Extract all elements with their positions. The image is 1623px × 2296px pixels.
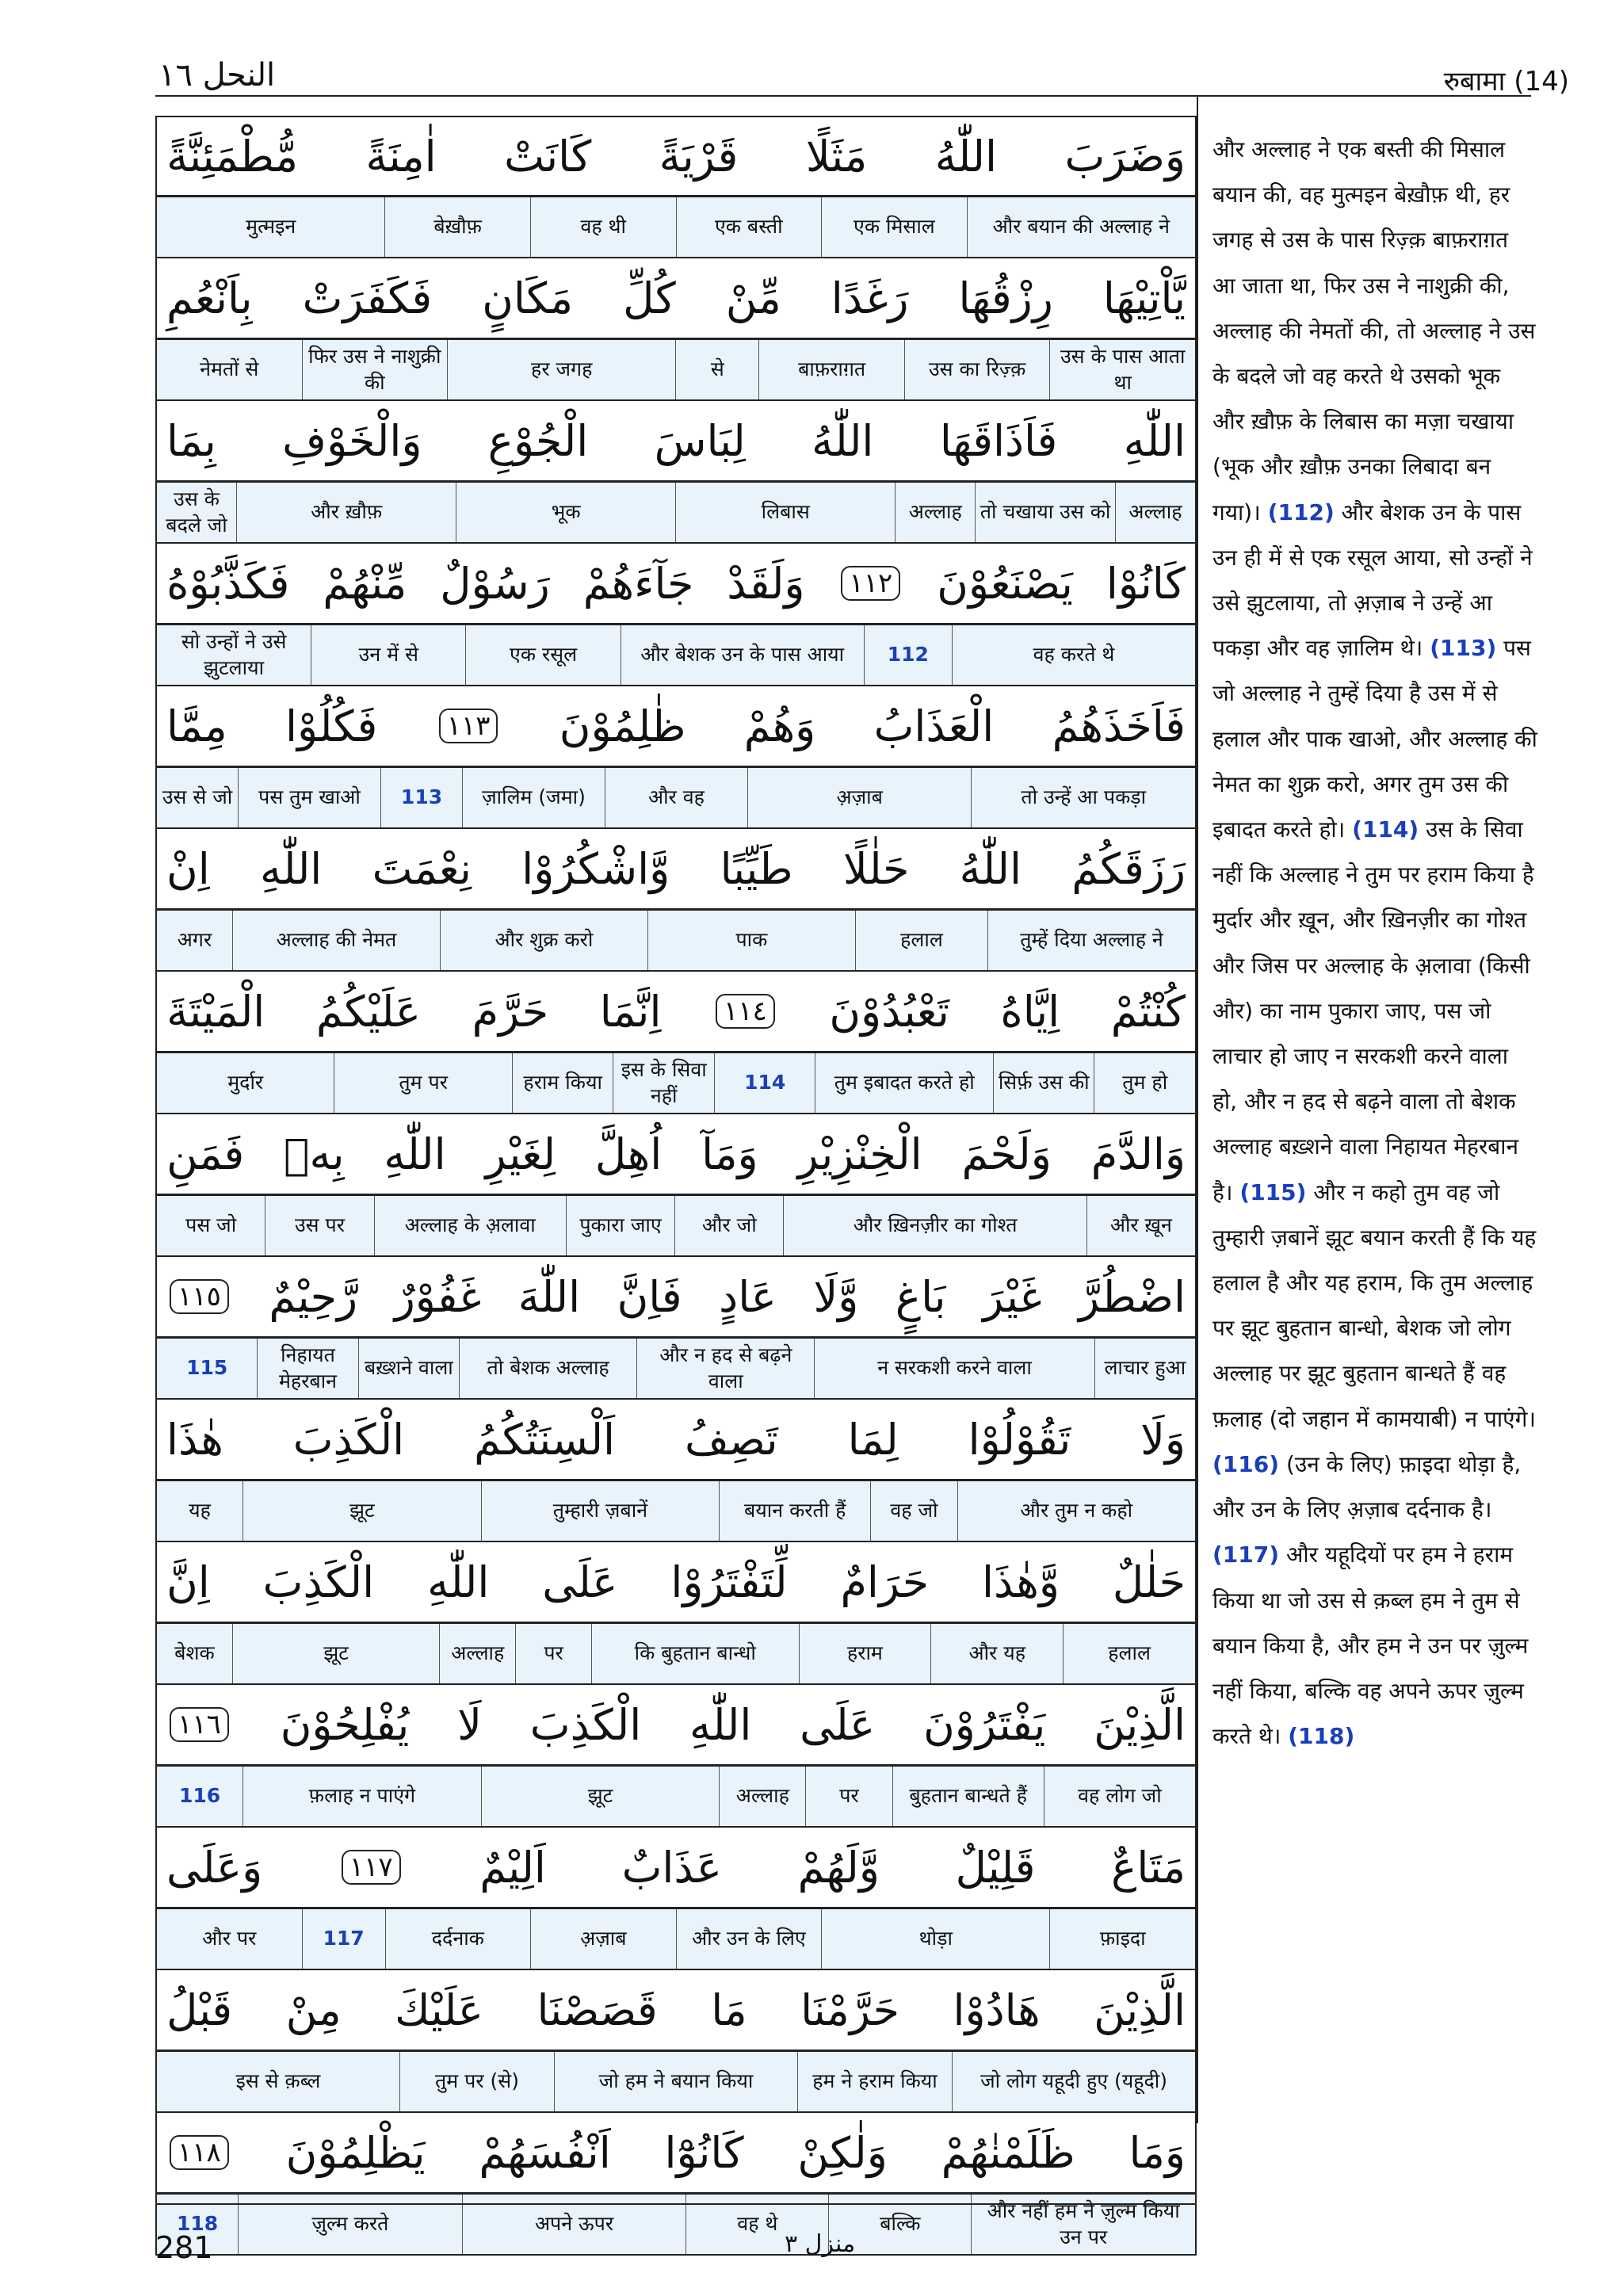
word-meaning-cell: वह लोग जो [1044, 1767, 1195, 1826]
word-meaning-cell: हर जगह [447, 340, 675, 399]
ayah-number-mark: ١١٢ [841, 566, 900, 601]
arabic-word: وَلٰكِنْ [797, 2127, 888, 2178]
word-meaning-cell: तो चखाया उस को [975, 483, 1115, 542]
arabic-word: اَلِيْمٌ [479, 1842, 546, 1893]
arabic-word: قَلِيْلٌ [955, 1842, 1036, 1893]
arabic-word: عَادٍ [719, 1271, 777, 1322]
arabic-word: يَصْنَعُوْنَ [937, 558, 1073, 609]
arabic-word: اِنَّ [166, 1557, 210, 1607]
arabic-word: اللّٰهُ [812, 415, 874, 466]
translation-column [1212, 127, 1537, 1759]
arabic-word: اللّٰهَ [517, 1271, 581, 1322]
word-meaning-cell: उन में से [311, 625, 465, 685]
arabic-word: اِنَّمَا [599, 986, 662, 1037]
word-meaning-row [155, 1766, 1197, 1828]
translation-text: (उन के लिए) फ़ाइदा थोड़ा है, और उन के लिए अ़ज़ाब दर्दनाक है। [1212, 1450, 1522, 1523]
arabic-word: ظَلَمْنٰهُمْ [941, 2127, 1075, 2178]
arabic-word: حَرَّمْنَا [800, 1985, 899, 2035]
arabic-word: غَفُوْرٌ [394, 1271, 482, 1322]
arabic-word: عَلَيْكَ [395, 1985, 484, 2035]
arabic-word: جَآءَهُمْ [582, 558, 694, 609]
arabic-word: كَانُوْٓا [664, 2127, 744, 2178]
arabic-word: الْكَذِبَ [292, 1414, 405, 1465]
word-meaning-cell: ज़ालिम (जमा) [462, 768, 605, 827]
word-meaning-row [155, 482, 1197, 544]
word-meaning-row [155, 339, 1197, 401]
arabic-word: اللّٰهُ [959, 843, 1022, 894]
translation-text: और अल्लाह ने एक बस्ती की मिसाल बयान की, वह मुत्मइन बेख़ौफ़ थी, हर जगह से उस के पास रिज़्क़ बाफ़राग़त आ जाता था, फिर उस ने नाशुक्री की, अल्लाह की नेमतों की, तो अल्लाह ने उस के बदले जो वह करते थे उसको भूक और ख़ौफ़ के लिबास का मज़ा चखाया (भूक और ख़ौफ़ उनका लिबादा बन गया)। [1212, 136, 1536, 525]
word-meaning-cell: और ख़ौफ़ [236, 483, 456, 542]
arabic-word: اَلْسِنَتُكُمُ [474, 1414, 616, 1465]
word-meaning-cell: तुम इबादत करते हो [815, 1053, 992, 1113]
translation-verse-number: (117) [1212, 1541, 1280, 1568]
translation-text: और न कहो तुम वह जो तुम्हारी ज़बानें झूट बयान करती हैं कि यह हलाल है और यह हराम, कि तुम अल्लाह पर झूट बुहतान बान्धो, बेशक जो लोग अल्लाह पर झूट बुहतान बान्धते हैं वह फ़लाह (दो जहान में कामयाबी) न पाएंगे। [1212, 1179, 1537, 1432]
word-meaning-cell: उस का रिज़्क़ [904, 340, 1050, 399]
arabic-word: اللّٰهِ [260, 843, 323, 894]
word-meaning-cell: ज़ुल्म करते [238, 2195, 462, 2254]
arabic-word: يَّاْتِيْهَا [1102, 273, 1186, 323]
word-meaning-cell: अल्लाह की नेमत [232, 911, 440, 970]
word-meaning-cell: वह जो [870, 1481, 957, 1541]
word-meaning-row [155, 2051, 1197, 2113]
word-meaning-cell: तो उन्हें आ पकड़ा [971, 768, 1195, 827]
arabic-word: بِاَنْعُمِ [166, 273, 253, 323]
arabic-word: بِمَا [166, 415, 216, 466]
word-meaning-cell: और बेशक उन के पास आया [621, 625, 864, 685]
word-meaning-cell: इस से क़ब्ल [235, 2069, 321, 2093]
word-meaning-cell: सो उन्हों ने उसे झुटलाया [181, 630, 287, 679]
word-meaning-row [155, 197, 1197, 258]
arabic-word: قَصَصْنَا [537, 1985, 658, 2035]
word-meaning-cell: और उन के लिए [676, 1909, 822, 1969]
arabic-word: لِّتَفْتَرُوْا [670, 1557, 788, 1607]
word-meaning-cell: पर [515, 1624, 591, 1683]
translation-verse-number: (115) [1239, 1179, 1307, 1205]
word-meaning-cell: जो हम ने बयान किया [554, 2052, 797, 2111]
arabic-line [155, 1970, 1197, 2051]
word-meaning-cell: और वह [605, 768, 747, 827]
translation-verse-number: (113) [1430, 635, 1497, 662]
word-meaning-cell: हम ने हराम किया [797, 2052, 952, 2111]
arabic-word: وَالْخَوْفِ [282, 415, 422, 466]
word-meaning-cell: हराम [799, 1624, 931, 1683]
word-meaning-cell: तुम पर [334, 1053, 511, 1113]
ayah-number-cell: 114 [714, 1053, 815, 1113]
word-meaning-cell: अ़ज़ाब [530, 1909, 676, 1969]
arabic-word: لِغَيْرِ [485, 1129, 556, 1179]
word-meaning-cell: और ख़िनज़ीर का गोश्त [783, 1196, 1086, 1255]
arabic-word: فَكُلُوْا [285, 701, 378, 751]
arabic-word: كَانَتْ [504, 131, 592, 181]
arabic-word: يَظْلِمُوْنَ [285, 2127, 426, 2178]
word-meaning-cell: वह थे [685, 2195, 828, 2254]
word-meaning-cell: पर [805, 1767, 892, 1826]
arabic-line [155, 116, 1197, 197]
arabic-word: وَّلَا [813, 1271, 859, 1322]
arabic-word: حَلٰلٌ [1112, 1557, 1186, 1607]
arabic-line [155, 1828, 1197, 1908]
arabic-word: حَلٰلًا [842, 843, 910, 894]
ayah-number-cell: 112 [864, 625, 952, 685]
footer-divider [155, 2203, 1197, 2205]
arabic-word: هٰذَا [166, 1414, 223, 1465]
arabic-word: مِمَّا [166, 701, 227, 751]
arabic-word: طَيِّبًا [720, 843, 793, 894]
arabic-word: فَكَذَّبُوْهُ [166, 558, 290, 609]
arabic-word: نِعْمَتَ [372, 843, 472, 894]
ayah-number-mark: ١١٨ [170, 2135, 229, 2170]
arabic-word: رَغَدًا [831, 273, 909, 323]
word-meaning-cell: जो लोग यहूदी हुए (यहूदी) [952, 2052, 1195, 2111]
arabic-word: اِيَّاهُ [1000, 986, 1060, 1037]
ayah-number-cell: 116 [179, 1784, 221, 1808]
word-meaning-row [155, 1052, 1197, 1114]
arabic-word: لَا [457, 1699, 482, 1750]
arabic-word: وَهُمْ [743, 701, 816, 751]
arabic-word: وَلَحْمَ [961, 1129, 1052, 1179]
translation-verse-number: (112) [1267, 499, 1335, 525]
word-meaning-cell: भूक [456, 483, 675, 542]
word-meaning-cell: तुम्हें दिया अल्लाह ने [987, 911, 1195, 970]
arabic-line [155, 1114, 1197, 1195]
arabic-word: الَّذِيْنَ [1094, 1985, 1186, 2035]
word-meaning-cell: अगर [177, 928, 212, 952]
word-meaning-cell: थोड़ा [821, 1909, 1049, 1969]
word-meaning-cell: बल्कि [828, 2195, 971, 2254]
word-meaning-cell: एक बस्ती [676, 197, 822, 257]
arabic-line [155, 686, 1197, 767]
ayah-number-cell: 117 [302, 1909, 385, 1969]
translation-verse-number: (114) [1352, 816, 1419, 843]
word-meaning-row [155, 625, 1197, 686]
arabic-word: فَاَذَاقَهَا [939, 415, 1058, 466]
arabic-word: كُنْتُمْ [1110, 986, 1186, 1037]
word-meaning-cell: पस जो [185, 1213, 237, 1237]
arabic-word: اللّٰهِ [1123, 415, 1186, 466]
ayah-number-mark: ١١٦ [170, 1707, 229, 1742]
translation-text: और यहूदियों पर हम ने हराम किया था जो उस से क़ब्ल हम ने तुम से बयान किया है, और हम ने उन पर ज़ुल्म नहीं किया, बल्कि वह अपने ऊपर ज़ुल्म करते थे। [1212, 1541, 1529, 1750]
word-meaning-cell: फ़ाइदा [1049, 1909, 1195, 1969]
word-meaning-cell: अपने ऊपर [462, 2195, 686, 2254]
word-meaning-cell: बुहतान बान्धते हैं [892, 1767, 1044, 1826]
arabic-word: الَّذِيْنَ [1094, 1699, 1186, 1750]
word-meaning-cell: मुर्दार [227, 1071, 264, 1095]
arabic-word: رَزَقَكُمُ [1071, 843, 1186, 894]
word-meaning-cell: अल्लाह [1115, 483, 1195, 542]
arabic-line [155, 1685, 1197, 1766]
arabic-word: الْعَذَابُ [873, 701, 995, 751]
arabic-word: الْكَذِبَ [529, 1699, 642, 1750]
word-meaning-row [155, 1480, 1197, 1542]
word-meaning-cell: अल्लाह के अ़लावा [374, 1196, 566, 1255]
word-meaning-cell: पाक [647, 911, 855, 970]
arabic-word: فَاَخَذَهُمُ [1052, 701, 1186, 751]
word-meaning-cell: उस पर [265, 1196, 373, 1255]
arabic-line [155, 401, 1197, 482]
word-meaning-cell: न सरकशी करने वाला [814, 1339, 1094, 1398]
arabic-word: هَادُوْا [953, 1985, 1041, 2035]
arabic-word: مَثَلًا [805, 131, 868, 181]
arabic-word: وَّاشْكُرُوْا [521, 843, 670, 894]
word-meaning-cell: अल्लाह [895, 483, 975, 542]
word-meaning-cell: और तुम न कहो [957, 1481, 1195, 1541]
arabic-word: ظٰلِمُوْنَ [559, 701, 686, 751]
arabic-word: اللّٰهِ [384, 1129, 446, 1179]
word-meaning-cell: और ख़ून [1086, 1196, 1195, 1255]
word-meaning-cell: बख़्शने वाला [358, 1339, 459, 1398]
arabic-word: وَمَا [1128, 2127, 1186, 2178]
word-meaning-cell: अल्लाह [719, 1767, 805, 1826]
arabic-word: اَنْفُسَهُمْ [479, 2127, 611, 2178]
arabic-word: عَذَابٌ [621, 1842, 722, 1893]
word-meaning-cell: तुम हो [1094, 1053, 1195, 1113]
word-meaning-cell: तो बेशक अल्लाह [459, 1339, 636, 1398]
translation-verse-number: (116) [1212, 1450, 1280, 1477]
word-meaning-cell: नेमतों से [200, 357, 259, 381]
arabic-word: لِبَاسَ [654, 415, 746, 466]
column-divider [1197, 95, 1198, 2123]
arabic-word: الْجُوْعِ [487, 415, 589, 466]
arabic-word: مِنْ [285, 1985, 342, 2035]
word-meaning-cell: झूट [232, 1624, 440, 1683]
ayah-number-cell: 115 [186, 1356, 228, 1380]
word-meaning-cell: दर्दनाक [385, 1909, 531, 1969]
word-meaning-row [155, 1623, 1197, 1685]
arabic-word: الْمَيْتَةَ [166, 986, 265, 1037]
arabic-word: فَمَنِ [166, 1129, 245, 1179]
arabic-word: وَّلَهُمْ [797, 1842, 880, 1893]
word-meaning-cell: उस से जो [162, 785, 233, 809]
arabic-word: مَكَانٍ [482, 273, 574, 323]
arabic-word: اِنْ [166, 843, 210, 894]
word-meaning-cell: और नहीं हम ने ज़ुल्म किया उन पर [971, 2195, 1195, 2254]
word-meaning-cell: उस के पास आता था [1049, 340, 1195, 399]
arabic-word: اللّٰهِ [689, 1699, 752, 1750]
ayah-number-mark: ١١٤ [716, 994, 775, 1029]
arabic-line [155, 2113, 1197, 2194]
word-meaning-cell: लिबास [675, 483, 895, 542]
word-meaning-cell: और बयान की अल्लाह ने [967, 197, 1195, 257]
arabic-line [155, 544, 1197, 625]
word-meaning-cell: वह करते थे [952, 625, 1195, 685]
word-meaning-cell: झूट [481, 1767, 720, 1826]
arabic-word: الْخِنْزِيْرِ [797, 1129, 922, 1179]
arabic-word: عَلَى [800, 1699, 876, 1750]
word-meaning-row [155, 910, 1197, 972]
arabic-line [155, 1257, 1197, 1338]
arabic-word: عَلَى [542, 1557, 618, 1607]
arabic-word: اللّٰهُ [934, 131, 997, 181]
arabic-word: مِّنْ [725, 273, 781, 323]
arabic-word: بِهٖ [284, 1129, 345, 1179]
arabic-word: رَسُوْلٌ [440, 558, 550, 609]
word-meaning-cell: हलाल [855, 911, 987, 970]
arabic-word: تَصِفُ [684, 1414, 778, 1465]
word-meaning-row [155, 1195, 1197, 1257]
arabic-word: الْكَذِبَ [262, 1557, 375, 1607]
word-meaning-cell: तुम्हारी ज़बानें [481, 1481, 719, 1541]
word-meaning-cell: सिर्फ़ उस की [993, 1053, 1094, 1113]
word-meaning-cell: पुकारा जाए [566, 1196, 674, 1255]
word-meaning-cell: यह [189, 1499, 211, 1522]
translation-text: उस के सिवा नहीं कि अल्लाह ने तुम पर हराम किया है मुर्दार और ख़ून, और ख़िनज़ीर का गोश्त और जिस पर अल्लाह के अ़लावा (किसी और) का नाम पुकारा जाए, पस जो लाचार हो जाए न सरकशी करने वाला हो, और न हद से बढ़ने वाला तो बेशक अल्लाह बख़्शने वाला निहायत मेहरबान है। [1212, 816, 1534, 1205]
arabic-word: وَضَرَبَ [1064, 131, 1186, 181]
word-meaning-cell: एक रसूल [465, 625, 620, 685]
word-meaning-cell: वह थी [530, 197, 676, 257]
arabic-line [155, 829, 1197, 910]
ayah-number-mark: ١١٧ [342, 1850, 401, 1885]
arabic-word: وَمَآ [701, 1129, 758, 1179]
word-meaning-cell: और यह [930, 1624, 1063, 1683]
ruku-header: रुबामा (14) [1443, 66, 1569, 97]
word-meaning-cell: बयान करती हैं [719, 1481, 870, 1541]
word-meaning-cell: फिर उस ने नाशुक्री की [302, 340, 448, 399]
arabic-word: كَانُوْا [1106, 558, 1186, 609]
arabic-word: وَّهٰذَا [982, 1557, 1060, 1607]
arabic-word: اللّٰهِ [427, 1557, 490, 1607]
word-meaning-row [155, 1338, 1197, 1400]
manzil-label: منزل ٣ [785, 2230, 856, 2258]
arabic-word: مُّطْمَئِنَّةً [166, 131, 299, 181]
arabic-line [155, 1542, 1197, 1623]
arabic-word: وَلَا [1140, 1414, 1186, 1465]
word-meaning-cell: कि बुहतान बान्धो [591, 1624, 799, 1683]
word-meaning-cell: बेशक [174, 1641, 215, 1665]
translation-text: और बेशक उन के पास उन ही में से एक रसूल आया, सो उन्हों ने उसे झुटलाया, तो अ़ज़ाब ने उन्हें आ पकड़ा और वह ज़ालिम थे। [1212, 499, 1533, 662]
word-meaning-cell: फ़लाह न पाएंगे [242, 1767, 481, 1826]
word-meaning-cell: हलाल [1063, 1624, 1195, 1683]
header-divider [155, 95, 1531, 97]
arabic-word: يَفْتَرُوْنَ [923, 1699, 1046, 1750]
ayah-number-cell: 118 [176, 2212, 219, 2236]
word-meaning-cell: मुत्मइन [246, 215, 296, 239]
word-meaning-cell: एक मिसाल [821, 197, 967, 257]
word-meaning-cell: पस तुम खाओ [238, 768, 380, 827]
arabic-word: قَرْيَةً [659, 131, 739, 181]
arabic-word: اضْطُرَّ [1079, 1271, 1186, 1322]
ayah-number-mark: ١١٣ [439, 709, 498, 743]
word-meaning-row [155, 1908, 1197, 1970]
word-meaning-cell: और न हद से बढ़ने वाला [636, 1339, 814, 1398]
word-meaning-cell: इस के सिवा नहीं [613, 1053, 714, 1113]
arabic-word: تَقُوْلُوْا [968, 1414, 1071, 1465]
arabic-line [155, 258, 1197, 339]
arabic-word: رِزْقُهَا [958, 273, 1053, 323]
arabic-word: عَلَيْكُمُ [315, 986, 422, 1037]
ayah-number-cell: 113 [380, 768, 462, 827]
arabic-word: تَعْبُدُوْنَ [829, 986, 949, 1037]
word-meaning-cell: और शुक्र करो [440, 911, 647, 970]
word-meaning-cell: हराम किया [512, 1053, 613, 1113]
arabic-word: رَّحِيْمٌ [269, 1271, 358, 1322]
arabic-word: اٰمِنَةً [365, 131, 437, 181]
word-meaning-cell: अल्लाह [439, 1624, 515, 1683]
arabic-word: وَعَلَى [166, 1842, 263, 1893]
ayah-number-mark: ١١٥ [170, 1279, 229, 1314]
arabic-word: حَرَامٌ [840, 1557, 930, 1607]
translation-verse-number: (118) [1288, 1723, 1355, 1750]
arabic-word: وَلَقَدْ [727, 558, 805, 609]
arabic-word: يُفْلِحُوْنَ [280, 1699, 410, 1750]
arabic-word: لِمَا [847, 1414, 899, 1465]
word-meaning-cell: अ़ज़ाब [747, 768, 972, 827]
arabic-line [155, 1400, 1197, 1480]
word-meaning-cell: और जो [674, 1196, 783, 1255]
verse-table [155, 116, 1197, 2256]
arabic-word: اُهِلَّ [594, 1129, 663, 1179]
word-meaning-cell: बेख़ौफ़ [384, 197, 530, 257]
word-meaning-cell: उस के बदले जो [166, 487, 227, 537]
arabic-word: مِّنْهُمْ [323, 558, 407, 609]
arabic-word: مَا [711, 1985, 747, 2035]
word-meaning-cell: निहायत मेहरबान [257, 1339, 357, 1398]
word-meaning-cell: तुम पर (से) [399, 2052, 554, 2111]
arabic-word: قَبْلُ [166, 1985, 233, 2035]
translation-text: पस जो अल्लाह ने तुम्हें दिया है उस में से हलाल और पाक खाओ, और अल्लाह की नेमत का शुक्र करो, अगर तुम उस की इबादत करते हो। [1212, 635, 1537, 843]
word-meaning-row [155, 767, 1197, 829]
word-meaning-cell: और पर [202, 1927, 257, 1950]
surah-header: النحل ١٦ [158, 57, 276, 94]
word-meaning-cell: झूट [242, 1481, 480, 1541]
page-number: 281 [155, 2230, 213, 2265]
arabic-line [155, 972, 1197, 1052]
arabic-word: غَيْرَ [983, 1271, 1042, 1322]
arabic-word: فَكَفَرَتْ [302, 273, 433, 323]
arabic-word: حَرَّمَ [472, 986, 549, 1037]
arabic-word: بَاغٍ [895, 1271, 946, 1322]
arabic-word: كُلِّ [623, 273, 676, 323]
word-meaning-cell: लाचार हुआ [1094, 1339, 1195, 1398]
arabic-word: مَتَاعٌ [1111, 1842, 1186, 1893]
word-meaning-cell: बाफ़राग़त [758, 340, 904, 399]
arabic-word: فَاِنَّ [617, 1271, 682, 1322]
word-meaning-cell: से [675, 340, 758, 399]
arabic-word: وَالدَّمَ [1090, 1129, 1186, 1179]
